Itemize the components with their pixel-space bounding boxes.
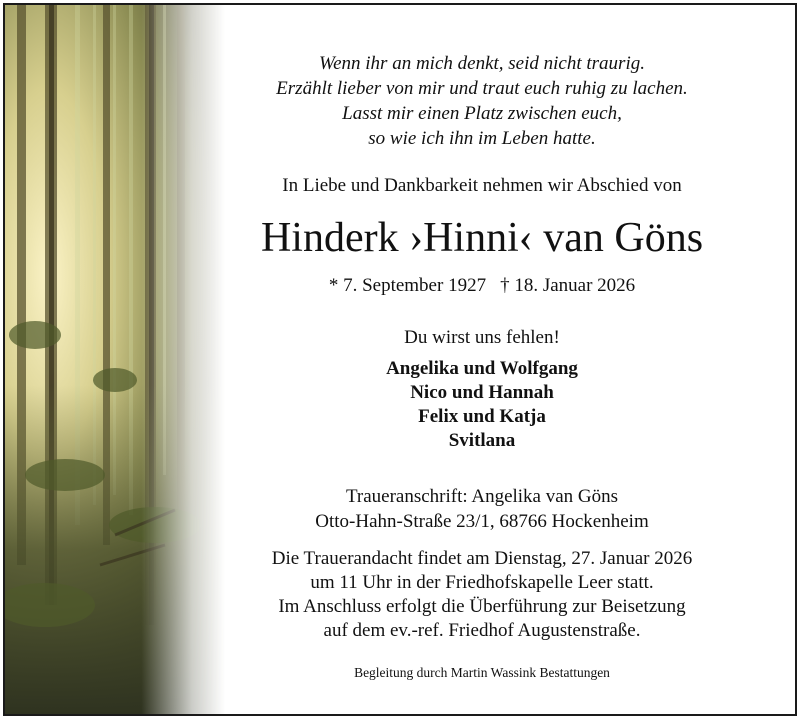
death-date: † 18. Januar 2026 <box>500 275 636 296</box>
address-line: Traueranschrift: Angelika van Göns <box>345 486 619 507</box>
forest-image <box>5 5 225 714</box>
mourner-name: Svitlana <box>448 430 516 451</box>
service-line: Die Trauerandacht findet am Dienstag, 27. Januar 2026 <box>271 548 693 569</box>
address-line: Otto-Hahn-Straße 23/1, 68766 Hockenheim <box>315 511 649 532</box>
obituary-frame <box>3 3 797 716</box>
service-line: auf dem ev.-ref. Friedhof Augustenstraße. <box>323 620 641 641</box>
service-line: Im Anschluss erfolgt die Überführung zur Beisetzung <box>278 596 686 617</box>
mourning-address <box>237 484 727 534</box>
birth-date: * 7. September 1927 <box>328 275 487 296</box>
poem <box>237 51 727 151</box>
deceased-name: Hinderk ›Hinni‹ van Göns <box>260 215 704 261</box>
poem-line: Lasst mir einen Platz zwischen euch, <box>342 103 622 124</box>
poem-line: Erzählt lieber von mir und traut euch ruhig zu lachen. <box>276 78 688 99</box>
poem-line: Wenn ihr an mich denkt, seid nicht traurig. <box>319 53 645 74</box>
poem-line: so wie ich ihn im Leben hatte. <box>368 128 596 149</box>
obituary-content <box>237 5 727 714</box>
mourner-name: Nico und Hannah <box>410 382 554 403</box>
farewell-text: Du wirst uns fehlen! <box>404 327 560 348</box>
mourners-list <box>237 357 727 453</box>
mourner-name: Angelika und Wolfgang <box>386 358 578 379</box>
service-details <box>237 547 727 643</box>
undertaker-credit: Begleitung durch Martin Wassink Bestattungen <box>354 665 610 680</box>
life-dates <box>237 275 727 297</box>
mourner-name: Felix und Katja <box>418 406 546 427</box>
service-line: um 11 Uhr in der Friedhofskapelle Leer statt. <box>310 572 654 593</box>
intro-text: In Liebe und Dankbarkeit nehmen wir Abschied von <box>282 175 682 196</box>
